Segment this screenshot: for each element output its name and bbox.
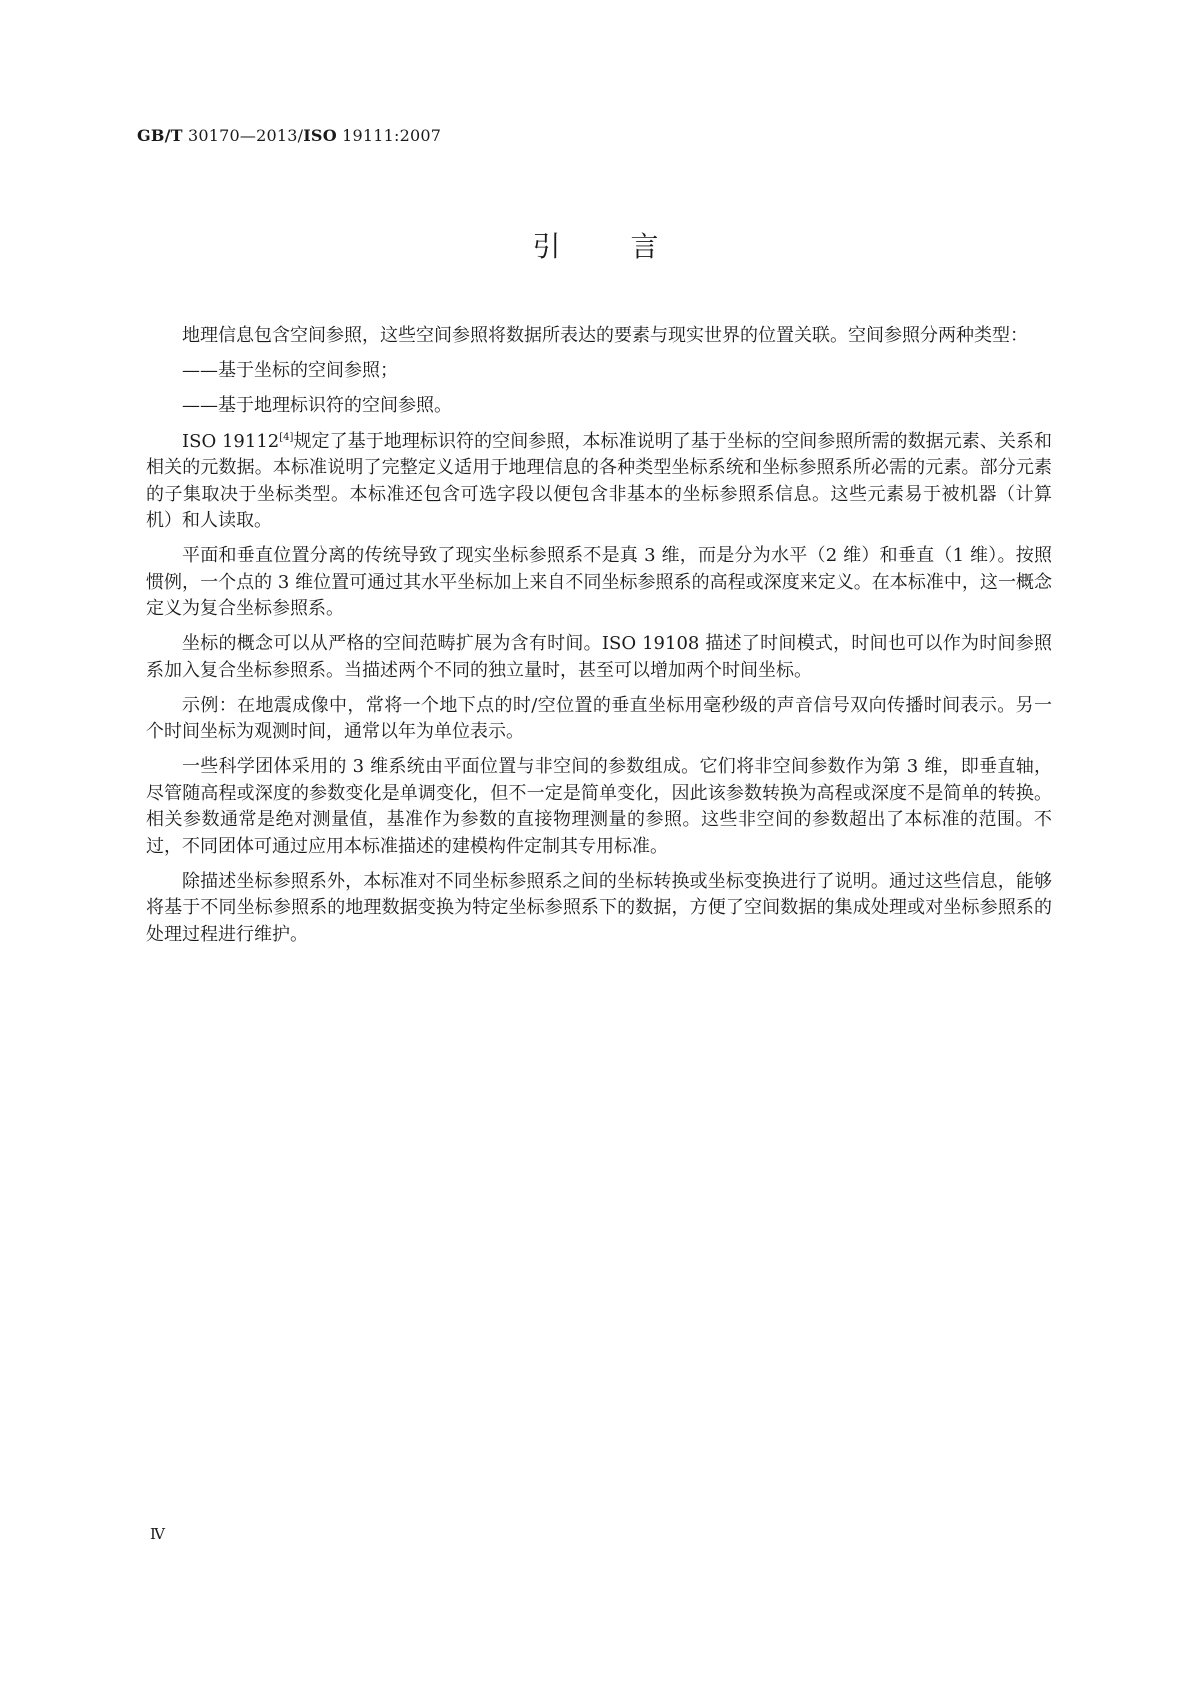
list-item-geographic-identifier: ——基于地理标识符的空间参照。 bbox=[182, 395, 452, 416]
standard-code-gbt: GB/T bbox=[137, 126, 183, 145]
paragraph-scientific-communities: 一些科学团体采用的 3 维系统由平面位置与非空间的参数组成。它们将非空间参数作为第 3 维，即垂直轴，尽管随高程或深度的参数变化是单调变化，但不一定是简单变化，因此该参数转换为高程或深度不是简单的转换。相关参数通常是绝对测量值，基准作为参数的直接物理测量的参照。这些非空间的参数超出了本标准的范围。不过，不同团体可通过应用本标准描述的建模构件定制其专用标准。 bbox=[146, 756, 1052, 857]
paragraph-horizontal-vertical: 平面和垂直位置分离的传统导致了现实坐标参照系不是真 3 维，而是分为水平（2 维）和垂直（1 维）。按照惯例，一个点的 3 维位置可通过其水平坐标加上来自不同坐标参照系的高程或深度来定义。在本标准中，这一概念定义为复合坐标参照系。 bbox=[146, 545, 1052, 619]
paragraph-example: 示例：在地震成像中，常将一个地下点的时/空位置的垂直坐标用毫秒级的声音信号双向传播时间表示。另一个时间坐标为观测时间，通常以年为单位表示。 bbox=[146, 694, 1052, 742]
citation-ref[interactable]: [4] bbox=[279, 431, 294, 443]
paragraph-iso-19112 bbox=[146, 429, 1052, 535]
standard-code-header bbox=[137, 126, 441, 145]
standard-code-iso-number: 19111:2007 bbox=[336, 126, 442, 145]
introduction-body bbox=[146, 323, 1052, 957]
paragraph-transformations: 除描述坐标参照系外，本标准对不同坐标参照系之间的坐标转换或坐标变换进行了说明。通过这些信息，能够将基于不同坐标参照系的地理数据变换为特定坐标参照系下的数据，方便了空间数据的集成处理或对坐标参照系的处理过程进行维护。 bbox=[146, 870, 1052, 945]
section-title: 引言 bbox=[532, 230, 729, 263]
page-number: Ⅳ bbox=[150, 1525, 165, 1543]
iso-19112-ref-text: ISO 19112 bbox=[182, 430, 280, 452]
list-item-coordinate: ——基于坐标的空间参照； bbox=[182, 359, 398, 381]
paragraph-time: 坐标的概念可以从严格的空间范畴扩展为含有时间。ISO 19108 描述了时间模式，时间也可以作为时间参照系加入复合坐标参照系。当描述两个不同的独立量时，甚至可以增加两个时间坐标。 bbox=[146, 633, 1052, 681]
standard-code-number: 30170—2013/ bbox=[182, 126, 304, 145]
standard-code-iso: ISO bbox=[303, 126, 337, 145]
paragraph-1: 地理信息包含空间参照，这些空间参照将数据所表达的要素与现实世界的位置关联。空间参照分两种类型： bbox=[182, 325, 1028, 346]
iso-19112-body: 规定了基于地理标识符的空间参照，本标准说明了基于坐标的空间参照所需的数据元素、关系和相关的元数据。本标准说明了完整定义适用于地理信息的各种类型坐标系统和坐标参照系所必需的元素。部分元素的子集取决于坐标类型。本标准还包含可选字段以便包含非基本的坐标参照系信息。这些元素易于被机器（计算机）和人读取。 bbox=[146, 430, 1052, 531]
